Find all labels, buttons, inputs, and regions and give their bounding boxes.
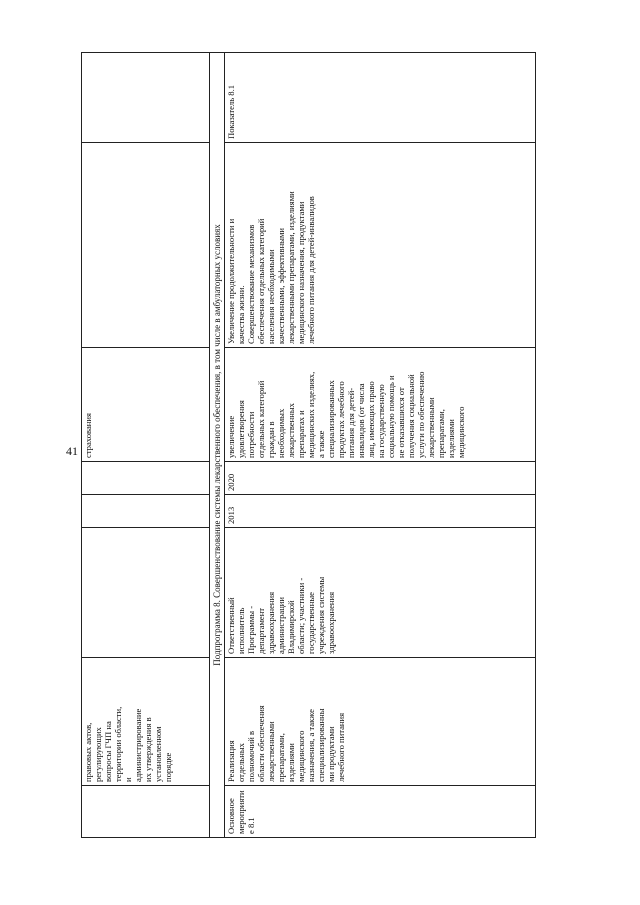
cell-measure-description: Реализация отдельных полномочий в области обеспечения лекарственными препаратами, изделиями медицинского назначения, а также специализированны ми продуктами лечебного питания — [225, 658, 536, 786]
cell-measure-start-year: 2013 — [225, 495, 536, 528]
cell-number — [82, 786, 210, 838]
table-row-subprogram — [210, 53, 225, 838]
program-table-container — [81, 53, 536, 838]
cell-goal — [82, 143, 210, 348]
cell-measure-indicator: Показатель 8.1 — [225, 53, 536, 143]
cell-measure-expected-result: увеличение удовлетворения потребности отдельных категорий граждан в необходимых лекарственных препаратах и медицинских изделиях, а также специализированных продуктах лечебного питания для детей- инвалидов (от числа лиц, имеющих право на государственную социальную помощь и не отказавшихся от получения социальной услуги по обеспечению лекарственными препаратами, изделиями медицинского — [225, 348, 536, 462]
cell-indicator — [82, 53, 210, 143]
cell-measure-end-year: 2020 — [225, 462, 536, 495]
cell-description: правовых актов, регулирующих вопросы ГЧП на территории области, и администрирование их утверждения в установленном порядке — [82, 658, 210, 786]
cell-end-year — [82, 462, 210, 495]
table-row-legal-acts — [82, 53, 210, 838]
cell-measure-number: Основное мероприяти е 8.1 — [225, 786, 536, 838]
page-number: 41 — [66, 444, 78, 458]
program-table — [81, 52, 536, 838]
cell-responsible — [82, 528, 210, 658]
cell-measure-goal: Увеличение продолжительности и качества жизни. Совершенствование механизмов обеспечения отдельных категорий населения необходимыми качественными, эффективными лекарственными препаратами, изделиями медицинского назначения, продуктами лечебного питания для детей-инвалидов — [225, 143, 536, 348]
subprogram-title: Подпрограмма 8. Совершенствование системы лекарственного обеспечения, в том числе в амбулаторных условиях — [210, 53, 225, 838]
cell-expected-result: страхования — [82, 348, 210, 462]
table-row-measure-8-1 — [225, 53, 536, 838]
cell-start-year — [82, 495, 210, 528]
cell-measure-responsible: Ответственный исполнитель Программы - департамент здравоохранения администрации Владимирской области; участники - государственные учреждения системы здравоохранения — [225, 528, 536, 658]
